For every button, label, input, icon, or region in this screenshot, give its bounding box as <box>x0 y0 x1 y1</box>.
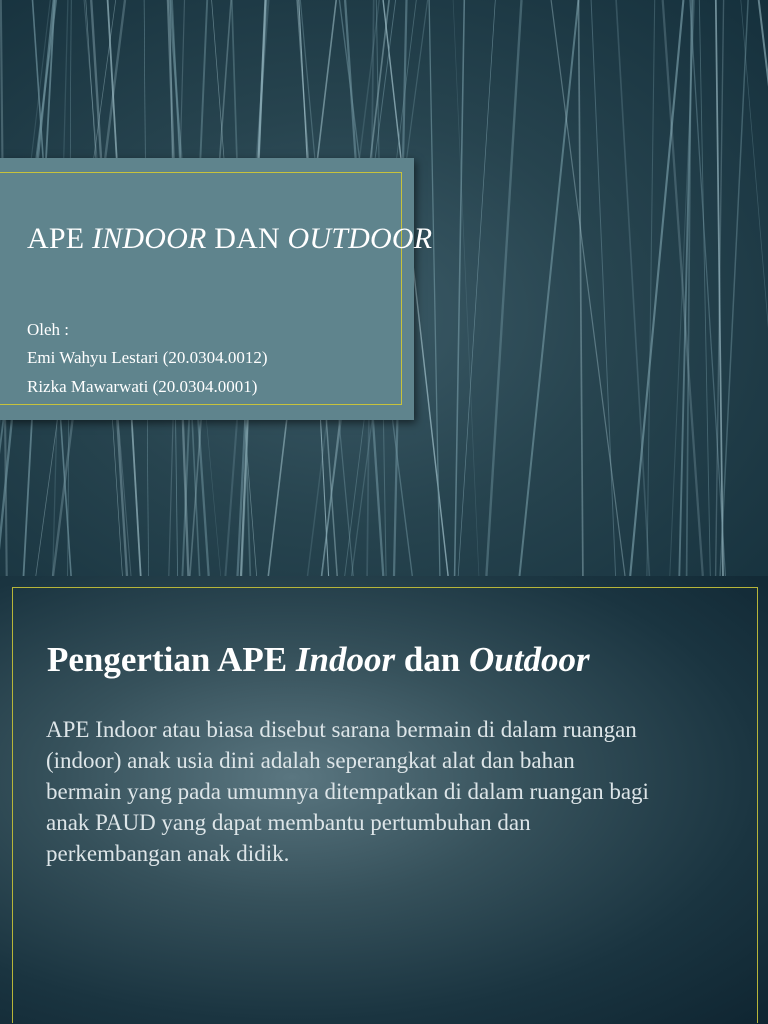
title-part-outdoor: OUTDOOR <box>287 222 433 255</box>
body-line: anak PAUD yang dapat membantu pertumbuhan dan <box>46 810 531 835</box>
decorative-line <box>759 0 768 576</box>
heading-part-dan: dan <box>395 640 470 679</box>
content-slide <box>0 576 768 1024</box>
decorative-line <box>551 0 625 576</box>
decorative-line <box>579 0 583 576</box>
decorative-line <box>591 0 616 576</box>
body-line: (indoor) anak usia dini adalah seperangkat alat dan bahan <box>46 748 575 773</box>
body-line: perkembangan anak didik. <box>46 841 290 866</box>
decorative-line <box>458 0 495 576</box>
decorative-line <box>520 0 579 576</box>
decorative-line <box>455 0 465 576</box>
title-part-indoor: INDOOR <box>91 222 207 255</box>
decorative-line <box>663 0 703 576</box>
title-part-ape: APE <box>27 222 92 255</box>
by-label: Oleh : <box>27 320 70 339</box>
decorative-line <box>616 0 649 576</box>
decorative-line <box>486 0 521 576</box>
author-1: Emi Wahyu Lestari (20.0304.0012) <box>27 348 268 367</box>
body-line: bermain yang pada umumnya ditempatkan di dalam ruangan bagi <box>46 779 649 804</box>
slide-heading <box>47 640 590 680</box>
decorative-line <box>630 0 683 576</box>
heading-part-outdoor: Outdoor <box>469 640 590 679</box>
author-2: Rizka Mawarwati (20.0304.0001) <box>27 377 258 396</box>
slide-title <box>27 222 433 256</box>
decorative-line <box>453 0 479 576</box>
title-box-border <box>0 172 402 405</box>
decorative-line <box>741 0 768 576</box>
decorative-line <box>720 0 748 576</box>
body-paragraph <box>46 714 736 869</box>
title-part-dan: DAN <box>206 222 288 255</box>
heading-part-1: Pengertian APE <box>47 640 296 679</box>
decorative-line <box>647 0 655 576</box>
body-line: APE Indoor atau biasa disebut sarana bermain di dalam ruangan <box>46 717 637 742</box>
decorative-line <box>699 0 710 576</box>
heading-part-indoor: Indoor <box>295 640 396 679</box>
decorative-line <box>429 0 440 576</box>
